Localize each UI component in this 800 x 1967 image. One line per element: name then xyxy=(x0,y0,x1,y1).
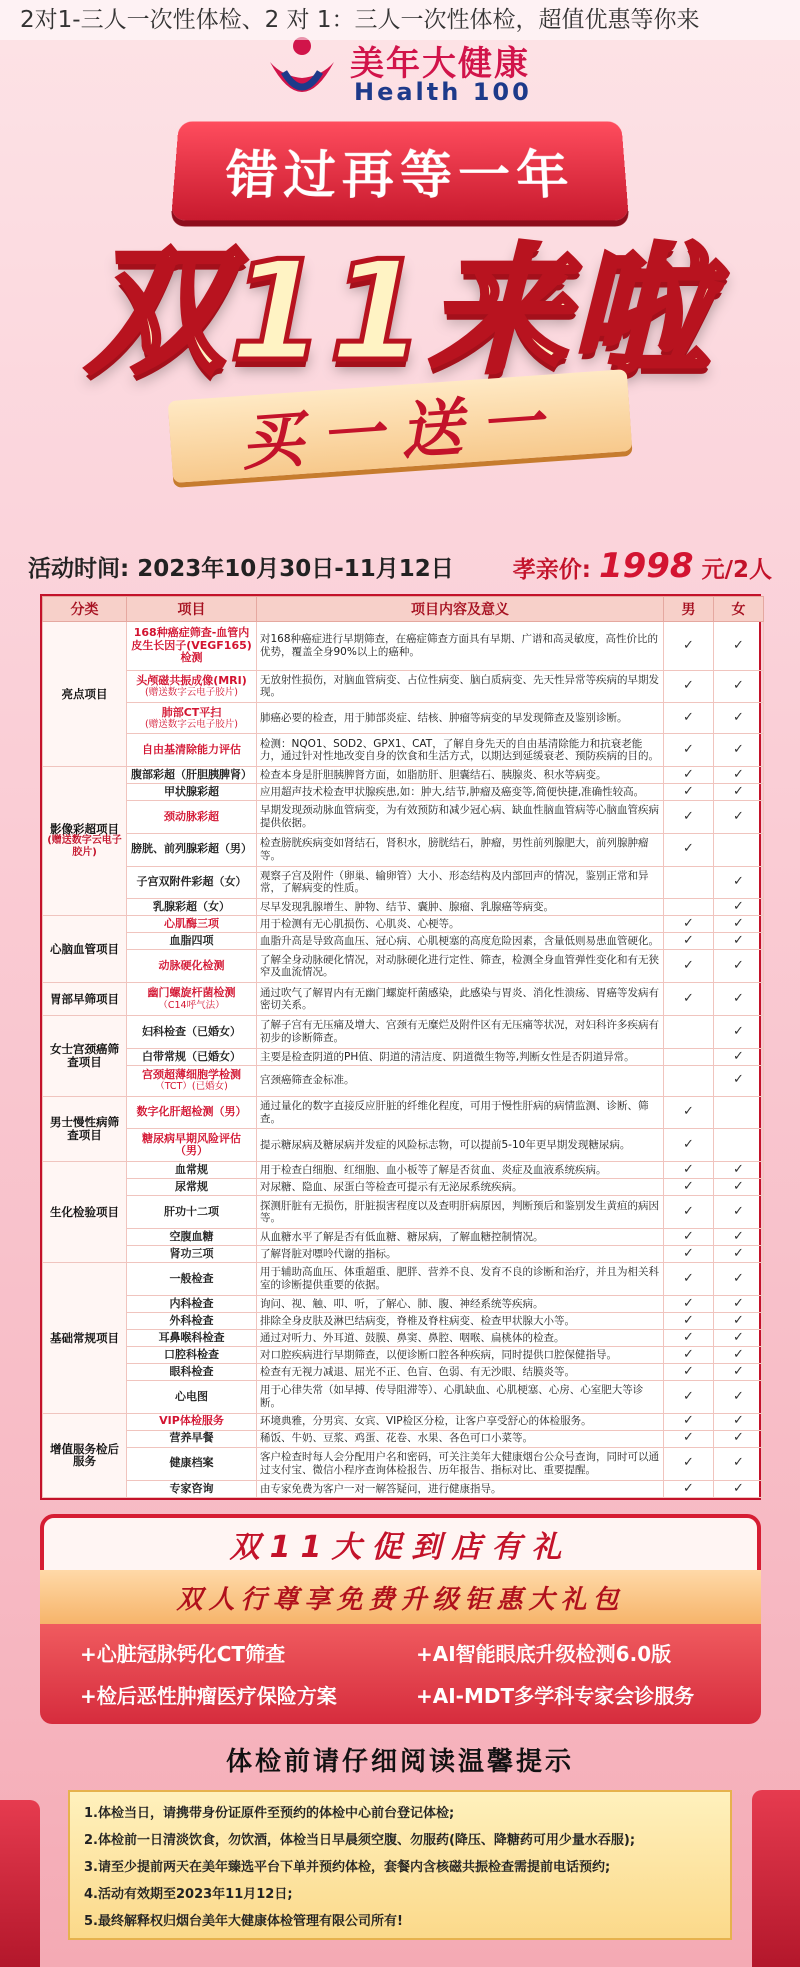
female-mark: ✓ xyxy=(714,1329,764,1346)
female-mark: ✓ xyxy=(714,1295,764,1312)
desc-cell: 检查有无视力减退、屈光不正、色盲、色弱、有无沙眼、结膜炎等。 xyxy=(257,1363,664,1380)
item-cell xyxy=(127,784,257,801)
item-cell xyxy=(127,767,257,784)
table-row xyxy=(43,1480,764,1497)
table-row xyxy=(43,1413,764,1430)
male-mark: ✓ xyxy=(664,1129,714,1162)
female-mark: ✓ xyxy=(714,1263,764,1296)
male-mark: ✓ xyxy=(664,1363,714,1380)
item-cell xyxy=(127,866,257,899)
female-mark: ✓ xyxy=(714,1346,764,1363)
desc-cell: 用于心律失常（如早搏、传导阻滞等）、心肌缺血、心肌梗塞、心房、心室肥大等诊断。 xyxy=(257,1380,664,1413)
item-label: 一般检查 xyxy=(169,1271,214,1285)
item-label: 糖尿病早期风险评估（男） xyxy=(142,1131,241,1158)
category-label: 基础常规项目 xyxy=(50,1330,119,1345)
item-cell xyxy=(127,1246,257,1263)
female-mark: ✓ xyxy=(714,1162,764,1179)
male-mark: ✓ xyxy=(664,1229,714,1246)
item-cell xyxy=(127,1363,257,1380)
category-cell xyxy=(43,1162,127,1263)
notice-line: 4.活动有效期至2023年11月12日; xyxy=(84,1887,293,1902)
item-cell xyxy=(127,1312,257,1329)
activity-price xyxy=(513,546,772,586)
desc-cell: 观察子宫及附件（卵巢、输卵管）大小、形态结构及内部回声的情况，鉴别正常和异常，了解病变的性质。 xyxy=(257,866,664,899)
female-mark: ✓ xyxy=(714,1246,764,1263)
item-label: 心电图 xyxy=(175,1389,208,1403)
item-label: 动脉硬化检测 xyxy=(158,959,225,973)
decor-red-envelope-left xyxy=(0,1800,40,1967)
male-mark: ✓ xyxy=(664,1263,714,1296)
category-label: 胃部早筛项目 xyxy=(50,991,119,1006)
header-female: 女 xyxy=(714,597,764,622)
item-label: 头颅磁共振成像(MRI) xyxy=(136,673,247,687)
item-sub-label: （TCT）(已婚女) xyxy=(155,1081,228,1093)
male-mark: ✓ xyxy=(664,833,714,866)
desc-cell: 通过吹气了解胃内有无幽门螺旋杆菌感染，此感染与胃炎、消化性溃疡、胃癌等发病有密切关系。 xyxy=(257,983,664,1016)
item-label: 数字化肝超检测（男） xyxy=(136,1105,247,1119)
item-cell xyxy=(127,1162,257,1179)
male-mark: ✓ xyxy=(664,1430,714,1447)
desc-cell: 探测肝脏有无损伤，肝脏损害程度以及查明肝病原因，判断预后和鉴别发生黄疸的病因等。 xyxy=(257,1196,664,1229)
female-mark: ✓ xyxy=(714,1413,764,1430)
item-label: 肝功十二项 xyxy=(164,1204,219,1218)
female-mark: ✓ xyxy=(714,1229,764,1246)
item-label: 自由基清除能力评估 xyxy=(142,742,241,756)
gift-items xyxy=(40,1624,761,1724)
female-mark: ✓ xyxy=(714,622,764,671)
activity-time: 活动时间: 2023年10月30日-11月12日 xyxy=(28,555,454,582)
headline-main-wrap xyxy=(60,215,740,392)
desc-cell: 无放射性损伤，对脑血管病变、占位性病变、脑白质病变、先天性异常等疾病的早期发现。 xyxy=(257,670,664,703)
male-mark: ✓ xyxy=(664,767,714,784)
male-mark: ✓ xyxy=(664,734,714,767)
male-mark xyxy=(664,1065,714,1096)
item-label: 宫颈超薄细胞学检测 xyxy=(142,1067,241,1081)
desc-cell: 环境典雅，分男宾、女宾、VIP检区分检，让客户享受舒心的体检服务。 xyxy=(257,1413,664,1430)
male-mark: ✓ xyxy=(664,801,714,834)
female-mark: ✓ xyxy=(714,1065,764,1096)
item-cell xyxy=(127,916,257,933)
male-mark: ✓ xyxy=(664,1312,714,1329)
female-mark: ✓ xyxy=(714,734,764,767)
table-row xyxy=(43,622,764,671)
headline-main: 双11来啦 xyxy=(86,231,714,392)
male-mark xyxy=(664,1015,714,1048)
item-cell xyxy=(127,1065,257,1096)
table-row xyxy=(43,1162,764,1179)
category-label: 女士宫颈癌筛查项目 xyxy=(50,1042,119,1069)
header-male: 男 xyxy=(664,597,714,622)
table-row xyxy=(43,1430,764,1447)
gift-title: 双11大促到店有礼 xyxy=(229,1530,572,1565)
desc-cell: 用于检查白细胞、红细胞、血小板等了解是否贫血、炎症及血液系统疾病。 xyxy=(257,1162,664,1179)
table-row xyxy=(43,1179,764,1196)
desc-cell: 尽早发现乳腺增生、肿物、结节、囊肿、腺瘤、乳腺癌等病变。 xyxy=(257,899,664,916)
male-mark: ✓ xyxy=(664,1413,714,1430)
category-cell xyxy=(43,916,127,983)
table-row xyxy=(43,1246,764,1263)
item-cell xyxy=(127,1048,257,1065)
male-mark: ✓ xyxy=(664,784,714,801)
gift-subtitle: 双人行尊享免费升级钜惠大礼包 xyxy=(40,1570,761,1624)
desc-cell: 询问、视、触、叩、听，了解心、肺、腹、神经系统等疾病。 xyxy=(257,1295,664,1312)
exam-table xyxy=(40,594,761,1500)
category-label: 亮点项目 xyxy=(61,686,108,701)
table-row xyxy=(43,933,764,950)
female-mark: ✓ xyxy=(714,703,764,734)
female-mark: ✓ xyxy=(714,899,764,916)
table-row xyxy=(43,670,764,703)
female-mark: ✓ xyxy=(714,1179,764,1196)
brand-name-en: Health 100 xyxy=(354,78,532,106)
female-mark: ✓ xyxy=(714,1196,764,1229)
brand-name-cn: 美年大健康 xyxy=(350,44,530,84)
category-cell xyxy=(43,1263,127,1414)
notice-line: 2.体检前一日清淡饮食，勿饮酒，体检当日早晨须空腹、勿服药(降压、降糖药可用少量水吞服); xyxy=(84,1833,636,1848)
male-mark: ✓ xyxy=(664,622,714,671)
female-mark xyxy=(714,1096,764,1129)
desc-cell: 主要是检查阴道的PH值、阴道的清洁度、阴道微生物等,判断女性是否阴道异常。 xyxy=(257,1048,664,1065)
header-item: 项目 xyxy=(127,597,257,622)
brand-logo xyxy=(262,32,562,112)
header-category: 分类 xyxy=(43,597,127,622)
category-label: 影像彩超项目 xyxy=(50,821,119,836)
item-label: 颈动脉彩超 xyxy=(164,809,219,823)
brand-logo-icon xyxy=(262,32,342,112)
desc-cell: 了解子宫有无压痛及增大、宫颈有无糜烂及附件区有无压痛等状况，对妇科许多疾病有初步的诊断筛查。 xyxy=(257,1015,664,1048)
male-mark: ✓ xyxy=(664,1295,714,1312)
item-cell xyxy=(127,734,257,767)
female-mark: ✓ xyxy=(714,801,764,834)
category-cell xyxy=(43,1015,127,1096)
category-cell xyxy=(43,767,127,916)
male-mark: ✓ xyxy=(664,670,714,703)
table-row xyxy=(43,1196,764,1229)
male-mark: ✓ xyxy=(664,1096,714,1129)
male-mark xyxy=(664,1048,714,1065)
item-label: 肺部CT平扫 xyxy=(161,705,222,719)
female-mark: ✓ xyxy=(714,933,764,950)
header-desc: 项目内容及意义 xyxy=(257,597,664,622)
table-row xyxy=(43,1363,764,1380)
desc-cell: 对168种癌症进行早期筛查，在癌症筛查方面具有早期、广谱和高灵敏度，高性价比的优势，覆盖全身90%以上的癌种。 xyxy=(257,622,664,671)
table-row xyxy=(43,801,764,834)
male-mark: ✓ xyxy=(664,916,714,933)
table-row xyxy=(43,1229,764,1246)
table-row xyxy=(43,1065,764,1096)
table-row xyxy=(43,1312,764,1329)
gift-item: +AI-MDT多学科专家会诊服务 xyxy=(416,1684,695,1708)
gift-panel xyxy=(40,1514,761,1720)
gift-item: +AI智能眼底升级检测6.0版 xyxy=(416,1642,672,1666)
female-mark: ✓ xyxy=(714,1048,764,1065)
table-row xyxy=(43,1447,764,1480)
female-mark: ✓ xyxy=(714,1447,764,1480)
item-label: 尿常规 xyxy=(175,1180,208,1193)
female-mark: ✓ xyxy=(714,1363,764,1380)
male-mark: ✓ xyxy=(664,1162,714,1179)
item-label: 子宫双附件彩超（女） xyxy=(136,875,247,889)
female-mark: ✓ xyxy=(714,670,764,703)
desc-cell: 宫颈癌筛查金标准。 xyxy=(257,1065,664,1096)
female-mark: ✓ xyxy=(714,950,764,983)
male-mark: ✓ xyxy=(664,1246,714,1263)
item-cell xyxy=(127,1380,257,1413)
table-row xyxy=(43,1346,764,1363)
desc-cell: 了解全身动脉硬化情况，对动脉硬化进行定性、筛查，检测全身血管弹性变化和有无狭窄及血流情况。 xyxy=(257,950,664,983)
notice-box xyxy=(68,1790,732,1940)
item-label: 口腔科检查 xyxy=(164,1347,219,1361)
female-mark: ✓ xyxy=(714,916,764,933)
item-label: 乳腺彩超（女） xyxy=(153,900,230,914)
category-label: 心脑血管项目 xyxy=(50,942,119,957)
headline-top: 错过再等一年 xyxy=(223,145,577,206)
item-cell xyxy=(127,1229,257,1246)
male-mark: ✓ xyxy=(664,1480,714,1497)
desc-cell: 提示糖尿病及糖尿病并发症的风险标志物，可以提前5-10年更早期发现糖尿病。 xyxy=(257,1129,664,1162)
item-label: 血脂四项 xyxy=(169,934,214,948)
item-cell xyxy=(127,933,257,950)
item-label: 内科检查 xyxy=(169,1296,214,1310)
item-label: 外科检查 xyxy=(169,1313,214,1327)
male-mark: ✓ xyxy=(664,1179,714,1196)
table-row xyxy=(43,784,764,801)
item-label: 血常规 xyxy=(175,1162,208,1176)
item-cell xyxy=(127,899,257,916)
item-label: 白带常规（已婚女） xyxy=(142,1049,241,1063)
male-mark: ✓ xyxy=(664,950,714,983)
item-cell xyxy=(127,1480,257,1497)
category-label: 生化检验项目 xyxy=(50,1204,119,1219)
item-label: 肾功三项 xyxy=(169,1246,214,1260)
table-row xyxy=(43,1295,764,1312)
desc-cell: 肺癌必要的检查，用于肺部炎症、结核、肿瘤等病变的早发现筛查及鉴别诊断。 xyxy=(257,703,664,734)
table-row xyxy=(43,1329,764,1346)
male-mark: ✓ xyxy=(664,1329,714,1346)
desc-cell: 通过量化的数字直接反应肝脏的纤维化程度，可用于慢性肝病的病情监测、诊断、筛查。 xyxy=(257,1096,664,1129)
desc-cell: 早期发现颈动脉血管病变，为有效预防和减少冠心病、缺血性脑血管病等心脑血管疾病提供依据。 xyxy=(257,801,664,834)
desc-cell: 稀饭、牛奶、豆浆、鸡蛋、花卷、水果、各色可口小菜等。 xyxy=(257,1430,664,1447)
price-unit: 元/2人 xyxy=(701,557,772,583)
desc-cell: 血脂升高是导致高血压、冠心病、心肌梗塞的高度危险因素，含量低则易患血管硬化。 xyxy=(257,933,664,950)
table-row xyxy=(43,950,764,983)
price-value: 1998 xyxy=(598,546,694,586)
gift-item: +检后恶性肿瘤医疗保险方案 xyxy=(80,1684,337,1708)
item-sub-label: (赠送数字云电子胶片) xyxy=(145,687,238,699)
table-row xyxy=(43,734,764,767)
female-mark: ✓ xyxy=(714,1312,764,1329)
male-mark: ✓ xyxy=(664,703,714,734)
item-label: 健康档案 xyxy=(169,1456,214,1470)
notice-line: 1.体检当日，请携带身份证原件至预约的体检中心前台登记体检; xyxy=(84,1806,455,1821)
item-cell xyxy=(127,950,257,983)
gift-item: +心脏冠脉钙化CT筛查 xyxy=(80,1642,286,1666)
female-mark: ✓ xyxy=(714,1015,764,1048)
item-cell xyxy=(127,670,257,703)
item-cell xyxy=(127,1295,257,1312)
desc-cell: 排除全身皮肤及淋巴结病变，脊椎及脊柱病变、检查甲状腺大小等。 xyxy=(257,1312,664,1329)
notice-title: 体检前请仔细阅读温馨提示 xyxy=(225,1747,574,1777)
female-mark xyxy=(714,1129,764,1162)
item-label: 168种癌症筛查-血管内皮生长因子(VEGF165)检测 xyxy=(131,626,252,665)
item-label: 心肌酶三项 xyxy=(164,917,219,931)
desc-cell: 通过对听力、外耳道、鼓膜、鼻窦、鼻腔、咽喉、扁桃体的检查。 xyxy=(257,1329,664,1346)
desc-cell: 了解肾脏对嘌呤代谢的指标。 xyxy=(257,1246,664,1263)
table-body xyxy=(43,622,764,1498)
male-mark: ✓ xyxy=(664,933,714,950)
table-row xyxy=(43,1129,764,1162)
table-row xyxy=(43,866,764,899)
item-label: 耳鼻喉科检查 xyxy=(158,1330,225,1344)
item-label: 幽门螺旋杆菌检测 xyxy=(147,986,236,1000)
notice-line: 5.最终解释权归烟台美年大健康体检管理有限公司所有! xyxy=(84,1914,403,1929)
price-label: 孝亲价: xyxy=(512,557,591,583)
category-label: 增值服务检后服务 xyxy=(50,1441,119,1469)
item-cell xyxy=(127,1179,257,1196)
item-cell xyxy=(127,1430,257,1447)
female-mark: ✓ xyxy=(714,866,764,899)
female-mark: ✓ xyxy=(714,767,764,784)
desc-cell: 应用超声技术检查甲状腺疾患,如：肿大,结节,肿瘤及癌变等,简便快捷,准确性较高。 xyxy=(257,784,664,801)
male-mark xyxy=(664,866,714,899)
table-row xyxy=(43,983,764,1016)
item-cell xyxy=(127,622,257,671)
desc-cell: 由专家免费为客户一对一解答疑问，进行健康指导。 xyxy=(257,1480,664,1497)
item-cell xyxy=(127,703,257,734)
item-cell xyxy=(127,1346,257,1363)
male-mark: ✓ xyxy=(664,1447,714,1480)
category-label: 男士慢性病筛查项目 xyxy=(50,1115,119,1142)
item-cell xyxy=(127,1129,257,1162)
male-mark: ✓ xyxy=(664,1380,714,1413)
desc-cell: 客户检查时每人会分配用户名和密码，可关注美年大健康烟台公众号查询，同时可以通过支付宝、微信小程序查询体检报告、历年报告、指标对比、重要提醒。 xyxy=(257,1447,664,1480)
table-row xyxy=(43,899,764,916)
desc-cell: 检测：NQO1、SOD2、GPX1、CAT，了解自身先天的自由基清除能力和抗衰老能力，通过针对性地改变自身的饮食和生活方式，以期达到延缓衰老、预防疾病的目的。 xyxy=(257,734,664,767)
table-row xyxy=(43,703,764,734)
table-row xyxy=(43,1048,764,1065)
item-cell xyxy=(127,801,257,834)
item-label: 妇科检查（已婚女） xyxy=(142,1024,241,1038)
page-caption: 2对1-三人一次性体检、2 对 1：三人一次性体检，超值优惠等你来 xyxy=(0,0,800,40)
table-row xyxy=(43,1015,764,1048)
category-cell xyxy=(43,622,127,767)
male-mark: ✓ xyxy=(664,983,714,1016)
item-label: 空腹血糖 xyxy=(169,1229,214,1243)
item-cell xyxy=(127,1096,257,1129)
table-row xyxy=(43,1263,764,1296)
item-label: 膀胱、前列腺彩超（男） xyxy=(131,842,252,856)
desc-cell: 对口腔疾病进行早期筛查，以便诊断口腔各种疾病，同时提供口腔保健指导。 xyxy=(257,1346,664,1363)
headline-ribbon-text: 买一送一 xyxy=(238,383,563,479)
male-mark: ✓ xyxy=(664,1346,714,1363)
table-header-row xyxy=(43,597,764,622)
desc-cell: 对尿糖、隐血、尿蛋白等检查可提示有无泌尿系统疾病。 xyxy=(257,1179,664,1196)
male-mark: ✓ xyxy=(664,1196,714,1229)
item-cell xyxy=(127,1196,257,1229)
desc-cell: 从血糖水平了解是否有低血糖、糖尿病，了解血糖控制情况。 xyxy=(257,1229,664,1246)
female-mark: ✓ xyxy=(714,1430,764,1447)
item-sub-label: （C14呼气法） xyxy=(158,999,225,1011)
category-cell xyxy=(43,1413,127,1497)
item-cell xyxy=(127,1329,257,1346)
item-label: 腹部彩超（肝胆胰脾肾） xyxy=(131,767,252,781)
item-cell xyxy=(127,1263,257,1296)
male-mark xyxy=(664,899,714,916)
female-mark xyxy=(714,833,764,866)
desc-cell: 检查本身是肝胆胰脾肾方面，如脂肪肝、胆囊结石、胰腺炎、积水等病变。 xyxy=(257,767,664,784)
activity-info xyxy=(28,548,772,584)
decor-red-envelope-right xyxy=(752,1790,800,1967)
item-sub-label: (赠送数字云电子胶片) xyxy=(145,719,238,731)
female-mark: ✓ xyxy=(714,983,764,1016)
item-cell xyxy=(127,1413,257,1430)
item-cell xyxy=(127,1015,257,1048)
category-cell xyxy=(43,983,127,1016)
desc-cell: 检查膀胱疾病变如肾结石，肾积水，膀胱结石，肿瘤，男性前列腺肥大，前列腺肿瘤等。 xyxy=(257,833,664,866)
category-note: (赠送数字云电子胶片) xyxy=(47,835,122,859)
item-label: 专家咨询 xyxy=(169,1481,214,1495)
item-label: VIP体检服务 xyxy=(159,1414,224,1428)
item-cell xyxy=(127,1447,257,1480)
item-label: 营养早餐 xyxy=(169,1431,214,1445)
notice-line: 3.请至少提前两天在美年臻选平台下单并预约体检，套餐内含核磁共振检查需提前电话预约; xyxy=(84,1860,611,1875)
item-label: 眼科检查 xyxy=(169,1364,214,1378)
table-row xyxy=(43,1380,764,1413)
female-mark: ✓ xyxy=(714,1480,764,1497)
desc-cell: 用于辅助高血压、体重超重、肥胖、营养不良、发育不良的诊断和治疗，并且为相关科室的诊断提供重要的依据。 xyxy=(257,1263,664,1296)
table-row xyxy=(43,916,764,933)
female-mark: ✓ xyxy=(714,784,764,801)
table-row xyxy=(43,1096,764,1129)
item-cell xyxy=(127,983,257,1016)
category-cell xyxy=(43,1096,127,1162)
table-row xyxy=(43,833,764,866)
item-cell xyxy=(127,833,257,866)
table-row xyxy=(43,767,764,784)
female-mark: ✓ xyxy=(714,1380,764,1413)
desc-cell: 用于检测有无心肌损伤、心肌炎、心梗等。 xyxy=(257,916,664,933)
item-label: 甲状腺彩超 xyxy=(164,784,219,798)
